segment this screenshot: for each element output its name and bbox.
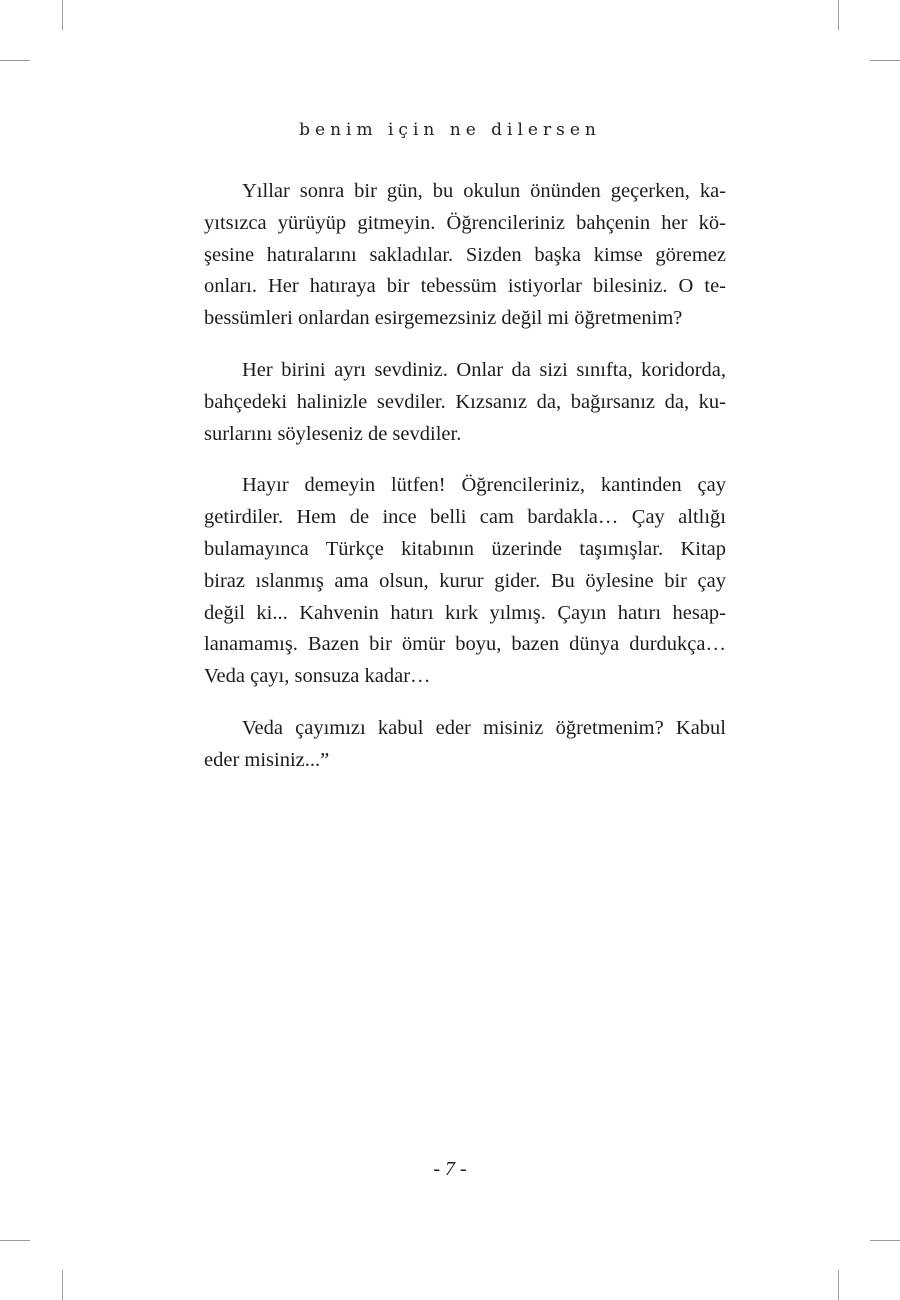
text-line: bahçedeki halinizle sevdiler. Kızsanız da, bağırsanız da, ku- (204, 390, 726, 413)
paragraph (166, 176, 726, 335)
text-line: getirdiler. Hem de ince belli cam bardakla… Çay altlığı (204, 506, 726, 529)
crop-mark (870, 60, 900, 61)
crop-mark (838, 0, 839, 30)
text-line: biraz ıslanmış ama olsun, kurur gider. Bu öylesine bir çay (204, 569, 726, 592)
text-line: surlarını söyleseniz de sevdiler. (204, 422, 462, 445)
text-line: Yıllar sonra bir gün, bu okulun önünden geçerken, ka- (242, 180, 726, 202)
crop-mark (838, 1270, 839, 1300)
page-number: - 7 - (433, 1158, 467, 1180)
running-head: benim için ne dilersen (299, 120, 601, 140)
crop-mark (0, 60, 30, 61)
text-line: değil ki... Kahvenin hatırı kırk yılmış. Çayın hatırı hesap- (204, 601, 726, 624)
text-line: onları. Her hatıraya bir tebessüm istiyorlar bilesiniz. O te- (204, 275, 726, 298)
text-line: lanamamış. Bazen bir ömür boyu, bazen dünya durdukça… (204, 633, 726, 656)
crop-mark (62, 1270, 63, 1300)
paragraph (166, 713, 726, 777)
text-line: şesine hatıralarını sakladılar. Sizden başka kimse göremez (204, 243, 726, 266)
crop-mark (870, 1240, 900, 1241)
crop-mark (62, 0, 63, 30)
paragraph (166, 470, 726, 693)
text-line: Hayır demeyin lütfen! Öğrencileriniz, kantinden çay (242, 474, 726, 497)
text-line: eder misiniz...” (204, 748, 330, 771)
paragraph (166, 355, 726, 450)
crop-mark (0, 1240, 30, 1241)
text-line: yıtsızca yürüyüp gitmeyin. Öğrencileriniz bahçenin her kö- (204, 211, 726, 234)
body-text (166, 176, 726, 797)
text-line: Her birini ayrı sevdiniz. Onlar da sizi sınıfta, koridorda, (242, 358, 726, 381)
text-line: Veda çayımızı kabul eder misiniz öğretmenim? Kabul (242, 716, 726, 739)
text-line: bulamayınca Türkçe kitabının üzerinde taşımışlar. Kitap (204, 537, 726, 560)
text-line: bessümleri onlardan esirgemezsiniz değil mi öğretmenim? (204, 307, 683, 330)
text-line: Veda çayı, sonsuza kadar… (204, 665, 431, 688)
